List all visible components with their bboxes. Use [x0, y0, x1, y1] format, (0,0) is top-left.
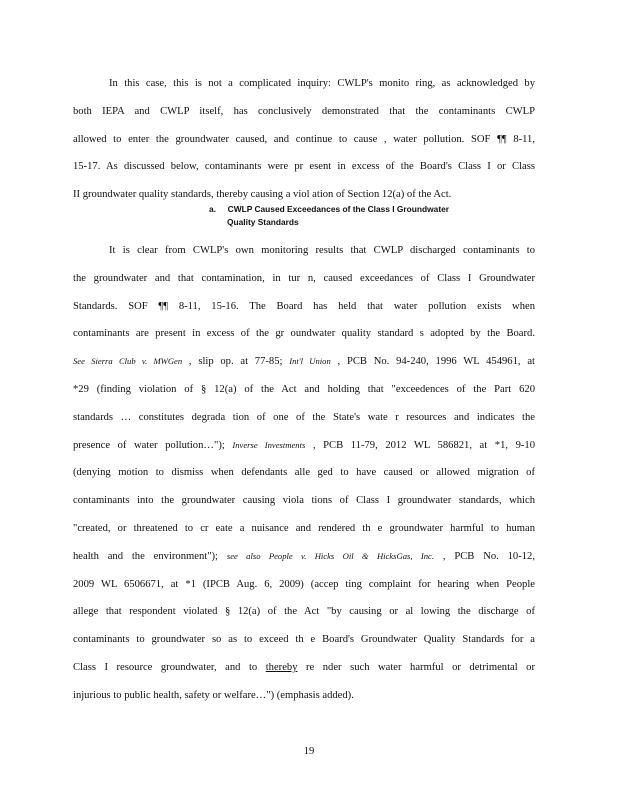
- case-citation: see also People v. Hicks Oil & HicksGas, Inc.: [226, 550, 434, 561]
- paragraph-2-line: (denying motion to dismiss when defendants alle ged to have caused or allowed migration of: [73, 467, 535, 479]
- paragraph-2-line: health and the environment"); see also People v. Hicks Oil & HicksGas, Inc. , PCB No. 10-12,: [73, 550, 535, 562]
- paragraph-2-line: standards … constitutes degrada tion of one of the State's wate r resources and indicates the: [73, 411, 535, 423]
- page-number: 19: [303, 746, 315, 757]
- paragraph-2-line: Standards. SOF ¶¶ 8-11, 15-16. The Board has held that water pollution exists when: [73, 300, 535, 312]
- body-text: [73, 70, 535, 710]
- paragraph-1-line: 15-17. As discussed below, contaminants were pr esent in excess of the Board's Class I or Class: [73, 161, 535, 173]
- case-citation: Int'l Union: [289, 356, 331, 367]
- paragraph-2-line: *29 (finding violation of § 12(a) of the Act and holding that "exceedences of the Part 620: [73, 383, 535, 395]
- paragraph-2-line: contaminants are present in excess of the gr oundwater quality standard s adopted by the Board.: [73, 328, 535, 340]
- paragraph-2-line: allege that respondent violated § 12(a) of the Act "by causing or al lowing the discharge of: [73, 606, 535, 618]
- paragraph-2-line: contaminants into the groundwater causing viola tions of Class I groundwater standards, which: [73, 495, 535, 507]
- underlined-word: thereby: [265, 661, 298, 673]
- paragraph-2-line: the groundwater and that contamination, in tur n, caused exceedances of Class I Groundwater: [73, 272, 535, 284]
- heading-line-2: Quality Standards: [227, 216, 299, 227]
- case-citation: Inverse Investments: [232, 439, 306, 450]
- paragraph-2-line: 2009 WL 6506671, at *1 (IPCB Aug. 6, 2009) (accep ting complaint for hearing when People: [73, 578, 535, 590]
- paragraph-1-line: both IEPA and CWLP itself, has conclusively demonstrated that the contaminants CWLP: [73, 105, 535, 117]
- paragraph-2-line: injurious to public health, safety or welfare…") (emphasis added).: [73, 689, 354, 701]
- heading-line-1: CWLP Caused Exceedances of the Class I Groundwater: [227, 203, 450, 214]
- paragraph-2-line: It is clear from CWLP's own monitoring results that CWLP discharged contaminants to: [109, 244, 535, 256]
- case-citation: See Sierra Club v. MWGen: [73, 356, 183, 367]
- paragraph-2-line: See Sierra Club v. MWGen , slip op. at 77-85; Int'l Union , PCB No. 94-240, 1996 WL 454961, at: [73, 356, 535, 368]
- paragraph-2-line: "created, or threatened to cr eate a nuisance and rendered th e groundwater harmful to human: [73, 522, 535, 534]
- paragraph-1-line: II groundwater quality standards, thereby causing a viol ation of Section 12(a) of the Act.: [73, 189, 452, 201]
- paragraph-1-line: In this case, this is not a complicated inquiry: CWLP's monito ring, as acknowledged by: [109, 78, 535, 89]
- paragraph-1-line: allowed to enter the groundwater caused, and continue to cause , water pollution. SOF ¶¶ 8-11,: [73, 133, 535, 145]
- paragraph-2-line: contaminants to groundwater so as to exceed th e Board's Groundwater Quality Standards for a: [73, 634, 535, 646]
- paragraph-2-line: Class I resource groundwater, and to thereby re nder such water harmful or detrimental or: [73, 661, 535, 673]
- paragraph-2-line: presence of water pollution…"); Inverse Investments , PCB 11-79, 2012 WL 586821, at *1, 9-10: [73, 439, 535, 451]
- heading-marker: a.: [209, 203, 216, 214]
